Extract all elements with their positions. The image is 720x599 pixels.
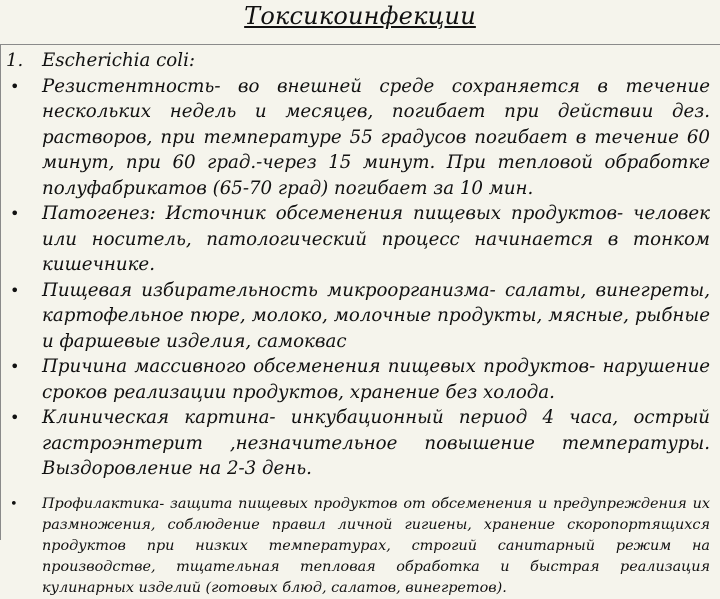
list-item-resistance [10, 74, 710, 202]
bullet-icon: • [10, 76, 20, 96]
bullet-icon: • [10, 496, 18, 512]
list-item-food-selectivity [10, 278, 710, 355]
bullet-icon: • [10, 357, 20, 376]
item-text: Профилактика- защита пищевых продуктов от обсеменения и предупреждения их размножения, соблюдение правил личной гигиены, хранение скоропортящихся продуктов при низких температурах, строгий санитарный режим на производстве, тщательная тепловая обработка и быстрая реализация кулинарных изделий (готовых блюд, салатов, винегретов). [42, 495, 710, 596]
list-heading [6, 48, 710, 74]
list-item-clinical-picture [10, 405, 710, 482]
list-item-prevention [10, 494, 710, 599]
slide-title: Токсикоинфекции [244, 2, 476, 30]
content-list [6, 48, 710, 599]
list-item-pathogenesis [10, 201, 710, 278]
item-text: Пищевая избирательность микроорганизма- салаты, винегреты, картофельное пюре, молоко, молочные продукты, мясные, рыбные и фаршевые изделия, самоквас [42, 279, 710, 352]
bullet-icon: • [10, 408, 20, 427]
item-text: Патогенез: Источник обсеменения пищевых продуктов- человек или носитель, патологический процесс начинается в тонком кишечнике. [42, 203, 710, 275]
item-text: Причина массивного обсеменения пищевых продуктов- нарушение сроков реализации продуктов, хранение без холода. [42, 356, 710, 403]
bullet-icon: • [10, 204, 20, 223]
item-text: Клиническая картина- инкубационный период 4 часа, острый гастроэнтерит ,незначительное повышение температуры. Выздоровление на 2-3 день. [42, 407, 710, 479]
bullet-icon: • [10, 280, 20, 300]
list-number: 1. [6, 50, 24, 71]
item-text: Резистентность- во внешней среде сохраняется в течение нескольких недель и месяцев, погибает при действии дез. растворов, при температуре 55 градусов погибает в течение 60 минут, при 60 град.-через 15 минут. При тепловой обработке полуфабрикатов (65-70 град) погибает за 10 мин. [42, 75, 710, 199]
list-item-contamination-cause [10, 354, 710, 405]
organism-name: Escherichia coli: [42, 50, 196, 71]
